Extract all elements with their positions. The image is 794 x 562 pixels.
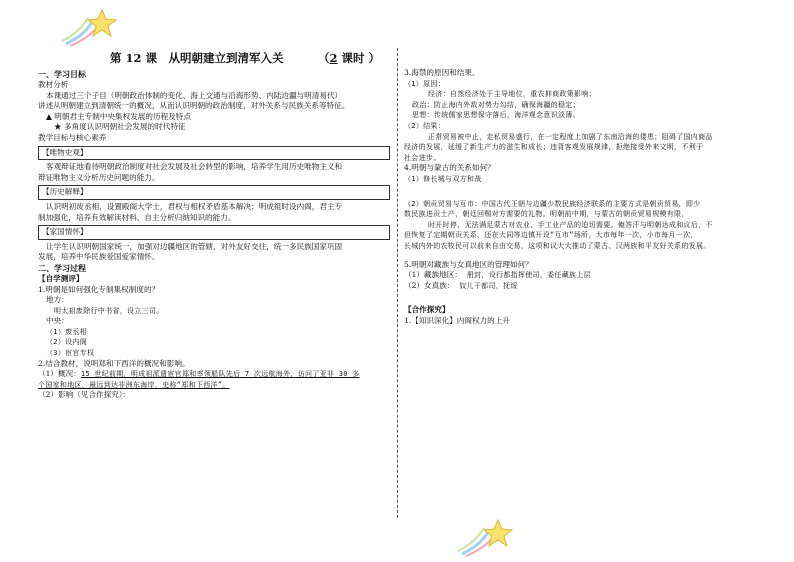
paragraph: 发展，培养中华民族爱国爱家情怀。 <box>38 252 160 262</box>
answer: （2）设内阁 <box>46 338 88 347</box>
paragraph: 制加强化，培养有效解读材料、自主分析归纳知识的能力。 <box>38 212 236 222</box>
answer: （1）修长城与双方和战 <box>404 174 482 183</box>
question: 2.结合教材，说明郑和下西洋的概况和影响。 <box>38 358 190 368</box>
answer: 个国家和地区，最远到达非洲东海岸，史称“郑和下西洋”。 <box>38 380 230 389</box>
tag-heading: 【家国情怀】 <box>38 225 390 240</box>
answer: 政治：防止海内外敌对势力勾结，确保海疆的稳定； <box>412 100 580 109</box>
answer: 明太祖废除行中书省，设立三司。 <box>54 306 164 315</box>
label: （2）结果： <box>404 121 446 130</box>
star-decoration-icon <box>454 518 514 558</box>
answer: （3）宦官专权 <box>46 349 95 358</box>
label: （1）原因： <box>404 79 446 88</box>
star-decoration-icon <box>58 8 118 48</box>
question: 5.明朝对藏族与女真地区的管理如何？ <box>404 259 533 269</box>
answer: 思想：传统儒家思想保守落后，海洋观念意识淡薄。 <box>412 111 580 120</box>
question: 1.【知识深化】内阁权力的上升 <box>404 315 510 325</box>
question: 1.明朝是如何强化专制集权制度的？ <box>38 284 160 294</box>
label: 教材分析 <box>38 80 69 89</box>
section-heading: 二、学习过程 <box>38 262 86 273</box>
answer: 经济：自然经济处于主导地位，重农抑商政策影响； <box>428 90 596 99</box>
section-heading: 一、学习目标 <box>38 69 86 79</box>
label: 地方： <box>46 295 69 305</box>
label: 教学目标与核心素养 <box>38 132 107 142</box>
tag-heading: 【历史解释】 <box>38 185 390 200</box>
answer: 正常贸易被中止，走私贸易盛行，在一定程度上加剧了东南沿海的倭患；阻碍了国内商品 <box>428 132 713 141</box>
answer: （2）朝贡贸易与互市：中国古代王朝与边疆少数民族经济联系的主要方式是朝贡贸易，即少 <box>404 199 701 208</box>
paragraph: 客观辩证地看待明朝政治制度对社会发展及社会转型的影响，培养学生用历史唯物主义和 <box>46 162 343 172</box>
bullet-item: ★ 多角度认识明朝社会发展的时代特征 <box>54 122 186 132</box>
lesson-period: （2 课时 ） <box>318 51 381 65</box>
answer: 时开时停，无法满足蒙古对农业、手工业产品的迫切需要。俺答汗与明朝达成和议后，不 <box>428 220 713 229</box>
paragraph: 让学生认识明朝国家统一，加强对边疆地区的管辖，对外友好交往，统一多民族国家巩固 <box>46 241 343 251</box>
answer: （2）女真族： 奴儿干都司，抚绥 <box>404 280 518 290</box>
left-column <box>38 50 390 401</box>
bullet-item: ▲ 明朝君主专制中央集权发展的历程及特点 <box>46 111 191 121</box>
answer: （1）藏族地区： 册封，设行都指挥使司，委任藏族上层 <box>404 270 591 280</box>
paragraph: 本课通过三个子目（明朝政治体制的变化、海上交通与沿海形势、内陆边疆与明清易代） <box>46 90 343 100</box>
paragraph: 讲述从明朝建立到清朝统一的概况，从而认识明朝的政治制度、对外关系与民族关系等特征。 <box>38 101 350 111</box>
answer: （1）概况：15 世纪前期，明成祖派遣宦官郑和率领船队先后 7 次远航海外，访问了亚非 30 多 <box>38 369 360 379</box>
tag-heading: 【自学测评】 <box>38 273 84 283</box>
right-column <box>404 68 769 326</box>
page-title <box>38 50 390 66</box>
tag-heading: 【唯物史观】 <box>38 146 390 161</box>
answer: 但恢复了定期朝贡关系，还在大同等边镇开设“互市”场所，大市每年一次，小市每月一次， <box>404 231 698 240</box>
lesson-title: 第 12 课 从明朝建立到清军入关 <box>110 51 284 65</box>
question: 4.明朝与蒙古的关系如何？ <box>404 163 495 173</box>
answer: 数民族进贡土产，朝廷回赐对方需要的礼物。明朝前中期，与蒙古的朝贡贸易规模有限， <box>404 210 689 219</box>
label: 中央： <box>46 316 69 326</box>
column-divider <box>397 48 398 518</box>
answer: 经济的发展，延缓了新生产力的滋生和成长；违背客观发展规律，拒绝接受外来文明，不利于 <box>404 143 704 152</box>
answer: 社会进步。 <box>404 153 441 162</box>
question: 3.海禁的原因和结果。 <box>404 68 480 77</box>
paragraph: 辩证唯物主义分析历史问题的能力。 <box>38 172 160 182</box>
tag-heading: 【合作探究】 <box>404 305 450 315</box>
question: （2）影响（见合作探究）： <box>38 390 131 400</box>
answer: 长城内外的农牧民可以前来自由交易，这项和议大大推动了蒙古、汉两族和平友好关系的发展。 <box>404 241 711 250</box>
answer: （1）废丞相 <box>46 327 88 336</box>
paragraph: 认识明初废丞相，设置殿阁大学士，君权与相权矛盾基本解决；明成祖时设内阁，君主专 <box>46 201 343 211</box>
